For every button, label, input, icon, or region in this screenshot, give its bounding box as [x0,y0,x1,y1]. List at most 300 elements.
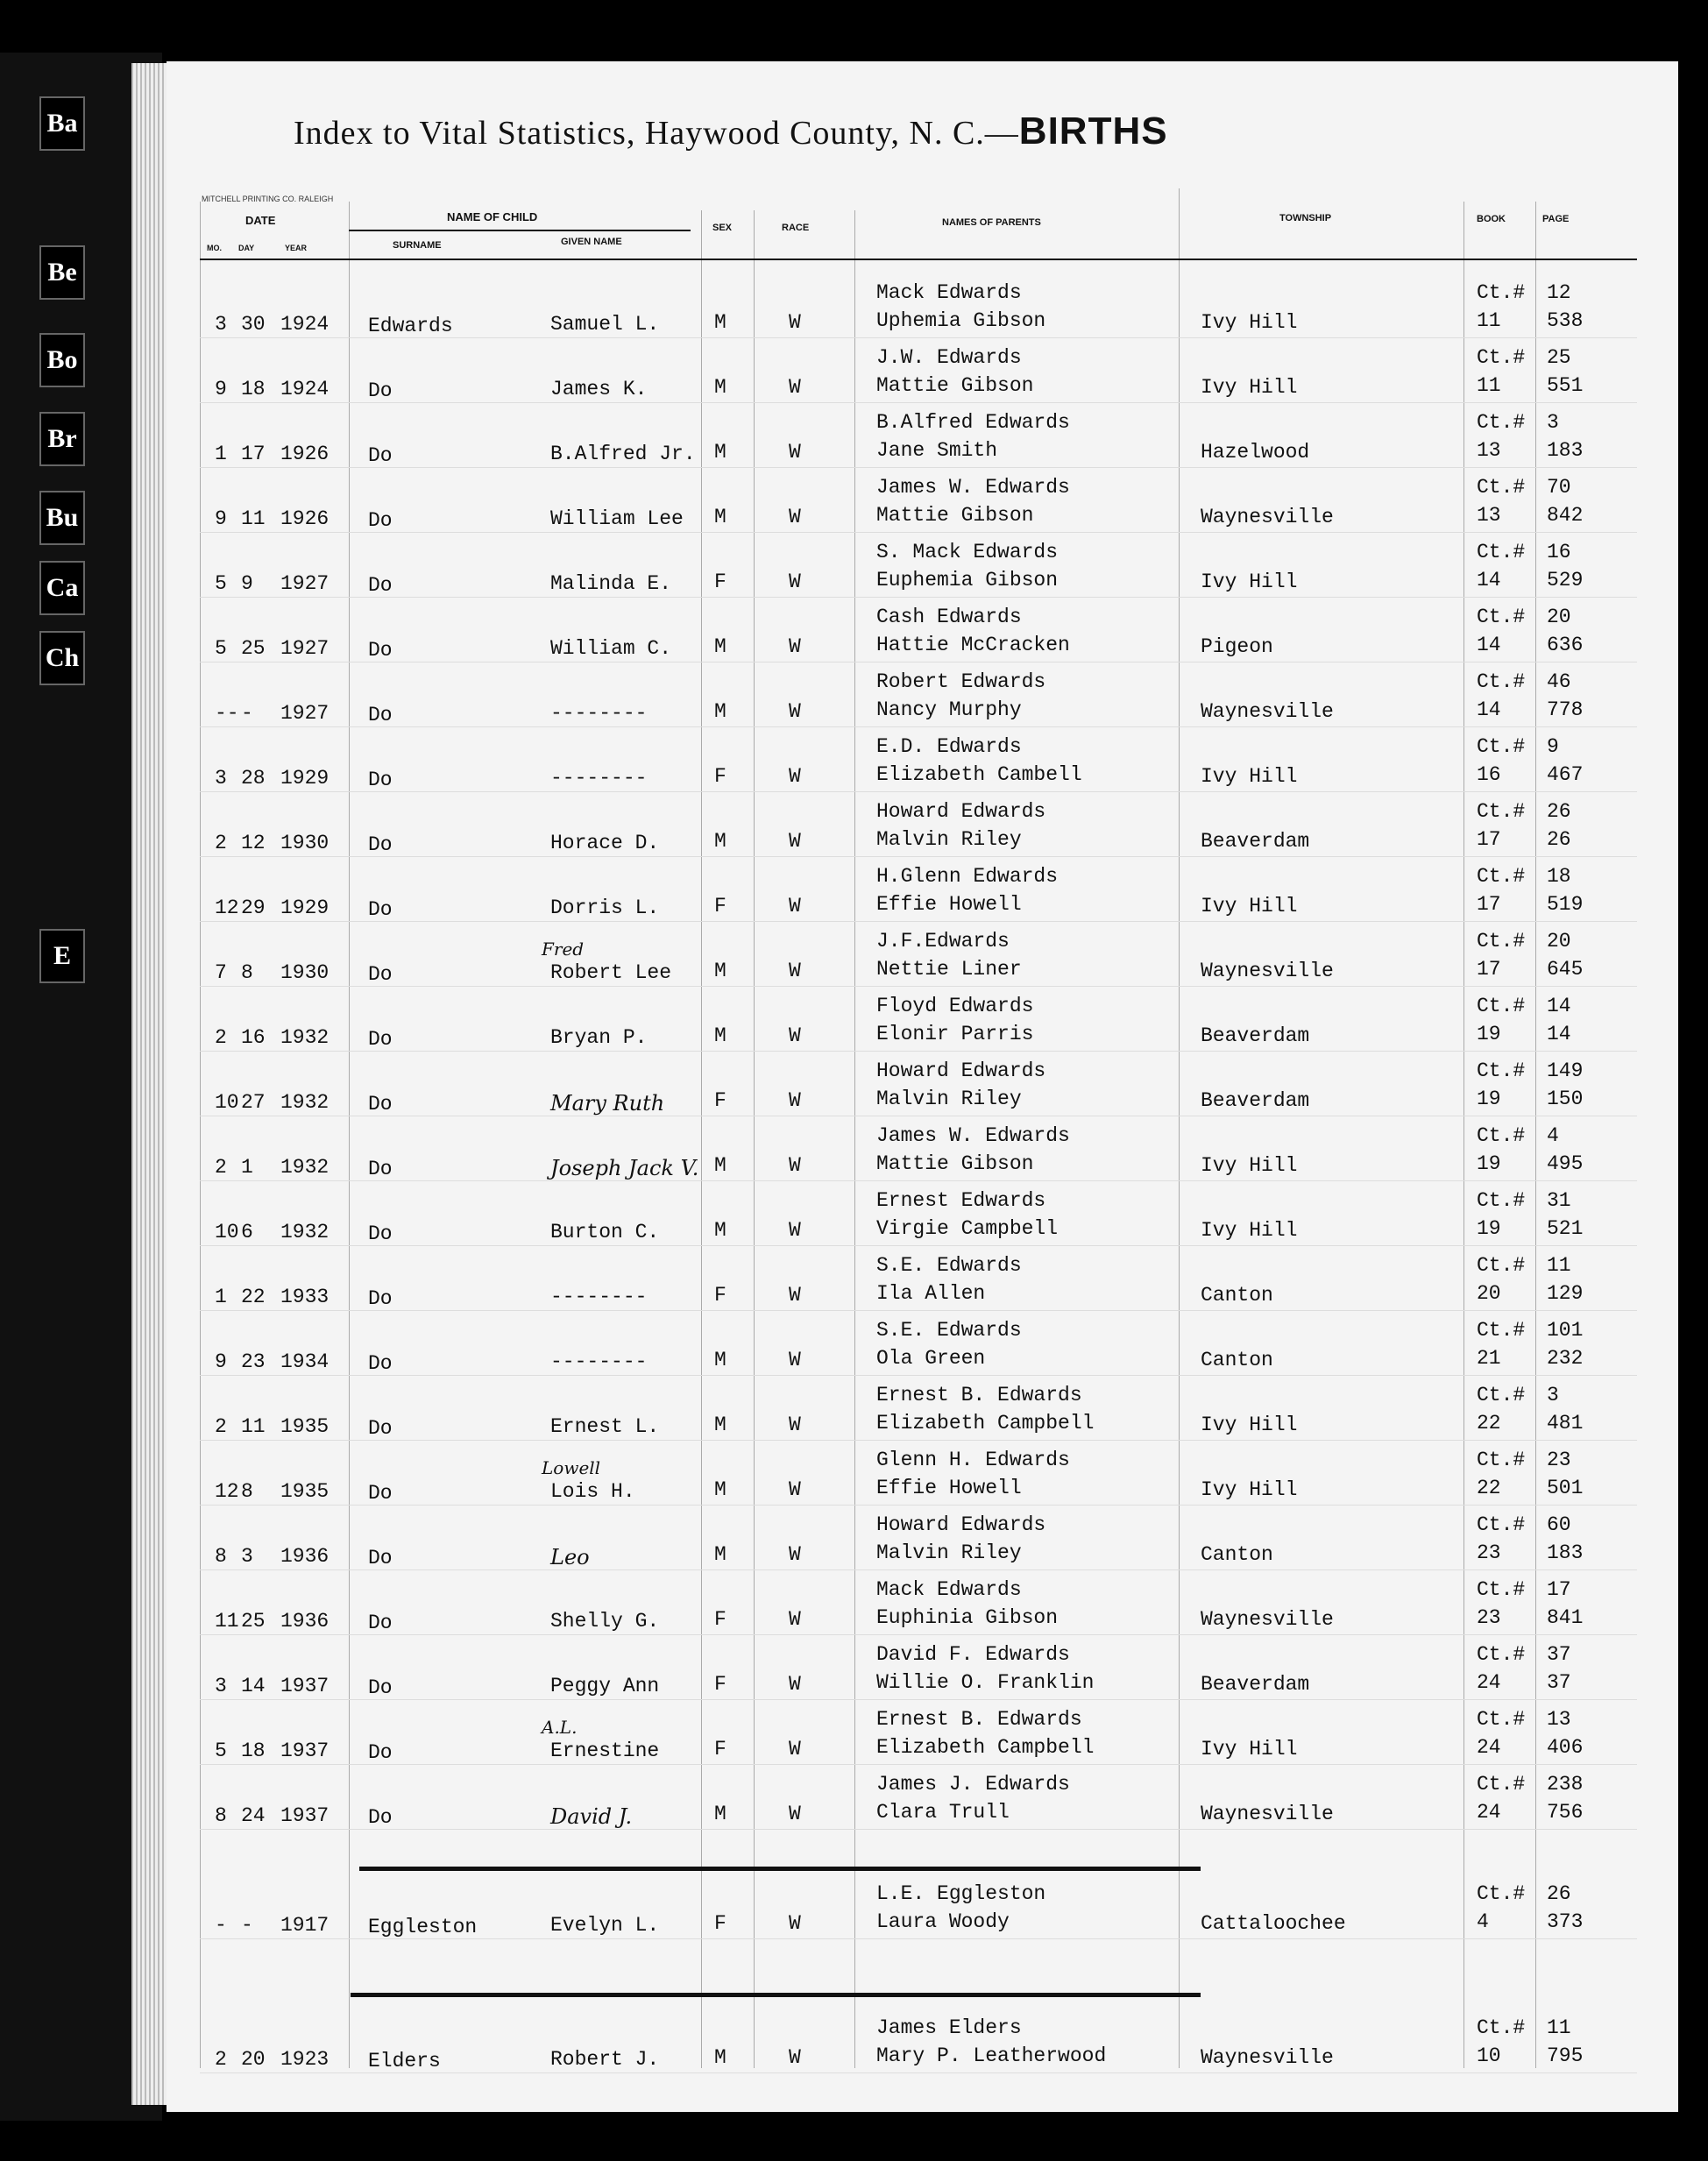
header-year: YEAR [285,244,308,252]
row-rule [200,1505,1637,1506]
father-name: James W. Edwards [876,476,1070,499]
father-name: H.Glenn Edwards [876,865,1059,888]
township: Beaverdam [1201,1089,1310,1112]
surname: Do [368,769,393,791]
race: W [789,2046,801,2069]
book-number: 17 [1477,893,1501,916]
given-name: Ernestine [550,1739,660,1762]
page-number: 26 [1547,828,1571,851]
cert-label: Ct.# [1477,1124,1526,1147]
given-name: William Lee [550,507,684,530]
page-number: 481 [1547,1412,1584,1435]
birth-year: 1936 [280,1610,330,1633]
section-divider [351,1993,1201,1997]
birth-month: 7 [215,961,227,984]
index-tab: Ca [39,561,85,615]
birth-day: 18 [241,378,266,400]
given-name: -------- [550,702,648,725]
surname: Do [368,1612,393,1634]
cert-number: 70 [1547,476,1571,499]
surname: Do [368,1482,393,1505]
column-rule [349,202,350,2068]
header-page: PAGE [1542,214,1570,224]
father-name: Mack Edwards [876,281,1022,304]
given-name: Bryan P. [550,1026,648,1049]
township: Waynesville [1201,1608,1334,1631]
cert-label: Ct.# [1477,606,1526,628]
cert-label: Ct.# [1477,995,1526,1017]
surname: Do [368,379,393,402]
township: Beaverdam [1201,1024,1310,1047]
birth-day: 27 [241,1091,266,1114]
mother-name: Hattie McCracken [876,634,1070,656]
row-rule [200,726,1637,727]
surname: Do [368,1741,393,1764]
row-rule [200,1440,1637,1441]
mother-name: Uphemia Gibson [876,309,1046,332]
given-name: David J. [550,1804,633,1829]
cert-label: Ct.# [1477,1319,1526,1342]
race: W [789,635,801,658]
township: Ivy Hill [1201,895,1298,918]
birth-year: 1924 [280,313,330,336]
book-number: 14 [1477,698,1501,721]
birth-year: 1932 [280,1026,330,1049]
birth-month: 12 [215,896,239,919]
index-tab: Br [39,412,85,466]
sex: F [714,895,726,918]
cert-number: 101 [1547,1319,1584,1342]
given-name: Dorris L. [550,896,660,919]
book-number: 4 [1477,1910,1489,1933]
father-name: L.E. Eggleston [876,1882,1046,1905]
birth-month: 5 [215,637,227,660]
page-number: 636 [1547,634,1584,656]
cert-number: 26 [1547,800,1571,823]
birth-day: 25 [241,1610,266,1633]
birth-month: 10 [215,1091,239,1114]
birth-day: 11 [241,507,266,530]
cert-number: 14 [1547,995,1571,1017]
birth-month: 9 [215,1350,227,1373]
birth-month: 1 [215,443,227,465]
cert-number: 11 [1547,2016,1571,2039]
cert-number: 16 [1547,541,1571,563]
header-given-name: GIVEN NAME [561,237,622,247]
birth-year: 1937 [280,1675,330,1697]
race: W [789,1478,801,1501]
mother-name: Mattie Gibson [876,374,1034,397]
mother-name: Euphinia Gibson [876,1606,1059,1629]
father-name: David F. Edwards [876,1643,1070,1666]
header-date: DATE [245,214,276,227]
father-name: Ernest B. Edwards [876,1708,1082,1731]
father-name: James W. Edwards [876,1124,1070,1147]
township: Beaverdam [1201,1673,1310,1696]
sex: F [714,1912,726,1935]
father-name: B.Alfred Edwards [876,411,1070,434]
book-number: 19 [1477,1023,1501,1045]
cert-label: Ct.# [1477,670,1526,693]
surname: Do [368,704,393,726]
surname: Do [368,1158,393,1180]
cert-number: 46 [1547,670,1571,693]
cert-number: 12 [1547,281,1571,304]
sex: M [714,1349,726,1371]
cert-label: Ct.# [1477,865,1526,888]
column-rule [754,210,755,2068]
book-number: 24 [1477,1671,1501,1694]
birth-day: 24 [241,1804,266,1827]
birth-day: 3 [241,1545,253,1568]
birth-year: 1932 [280,1091,330,1114]
title-emphasis: BIRTHS [1018,110,1168,152]
birth-day: 16 [241,1026,266,1049]
row-rule [200,1634,1637,1635]
page-number: 14 [1547,1023,1571,1045]
book-number: 14 [1477,569,1501,592]
page-number: 529 [1547,569,1584,592]
sex: M [714,1543,726,1566]
birth-day: 1 [241,1156,253,1179]
title-text: Index to Vital Statistics, Haywood County, N. C.— [294,115,1019,152]
row-rule [200,856,1637,857]
surname: Do [368,1352,393,1375]
cert-number: 13 [1547,1708,1571,1731]
surname: Do [368,963,393,986]
birth-month: 3 [215,313,227,336]
cert-number: 3 [1547,411,1559,434]
race: W [789,1912,801,1935]
township: Waynesville [1201,1803,1334,1825]
given-name: James K. [550,378,648,400]
township: Pigeon [1201,635,1273,658]
township: Canton [1201,1284,1273,1307]
mother-name: Nettie Liner [876,958,1022,981]
surname: Do [368,1417,393,1440]
row-rule [200,791,1637,792]
page-number: 129 [1547,1282,1584,1305]
row-rule [200,597,1637,598]
birth-year: 1917 [280,1914,330,1937]
sex: F [714,1089,726,1112]
birth-year: 1927 [280,702,330,725]
birth-year: 1929 [280,767,330,790]
birth-month: 11 [215,1610,239,1633]
birth-day: 8 [241,961,253,984]
sex: F [714,1673,726,1696]
page-number: 373 [1547,1910,1584,1933]
surname: Do [368,1028,393,1051]
cert-label: Ct.# [1477,411,1526,434]
given-name: William C. [550,637,672,660]
mother-name: Mattie Gibson [876,504,1034,527]
row-rule [200,1938,1637,1939]
page-edge [131,63,168,2105]
race: W [789,765,801,788]
sex: M [714,960,726,982]
surname: Do [368,509,393,532]
book-number: 19 [1477,1088,1501,1110]
cert-number: 3 [1547,1384,1559,1406]
township: Ivy Hill [1201,570,1298,593]
marginal-note: Fred [542,939,585,960]
cert-label: Ct.# [1477,1059,1526,1082]
given-name: Robert Lee [550,961,672,984]
book-number: 11 [1477,374,1501,397]
book-number: 24 [1477,1736,1501,1759]
mother-name: Virgie Campbell [876,1217,1059,1240]
mother-name: Mary P. Leatherwood [876,2044,1107,2067]
sex: M [714,700,726,723]
header-day: DAY [238,244,255,252]
book-number: 23 [1477,1541,1501,1564]
row-rule [200,1245,1637,1246]
birth-day: 18 [241,1739,266,1762]
given-name: Mary Ruth [550,1091,665,1116]
header-township: TOWNSHIP [1279,213,1332,223]
header-name-of-child: NAME OF CHILD [447,210,538,223]
birth-month: 10 [215,1221,239,1243]
row-rule [200,2072,1637,2073]
row-rule [200,1051,1637,1052]
mother-name: Malvin Riley [876,1541,1022,1564]
township: Waynesville [1201,2046,1334,2069]
sex: M [714,1154,726,1177]
index-tab: Ch [39,631,85,685]
mother-name: Ola Green [876,1347,986,1370]
column-rule [200,202,201,2068]
name-underline [349,230,691,231]
cert-label: Ct.# [1477,541,1526,563]
birth-year: 1927 [280,637,330,660]
row-rule [200,532,1637,533]
given-name: Malinda E. [550,572,672,595]
race: W [789,1803,801,1825]
mother-name: Mattie Gibson [876,1152,1034,1175]
surname: Do [368,833,393,856]
race: W [789,960,801,982]
cert-number: 25 [1547,346,1571,369]
birth-year: 1934 [280,1350,330,1373]
given-name: Horace D. [550,832,660,854]
birth-day: 6 [241,1221,253,1243]
surname: Do [368,574,393,597]
given-name: Ernest L. [550,1415,660,1438]
given-name: Burton C. [550,1221,660,1243]
given-name: Robert J. [550,2048,660,2071]
cert-label: Ct.# [1477,1643,1526,1666]
race: W [789,1673,801,1696]
book-number: 17 [1477,958,1501,981]
birth-month: 12 [215,1480,239,1503]
birth-day: 25 [241,637,266,660]
father-name: S.E. Edwards [876,1254,1022,1277]
birth-year: 1930 [280,832,330,854]
column-rule [1535,202,1536,2068]
given-name: Leo [550,1545,590,1569]
birth-month: 1 [215,1286,227,1308]
race: W [789,1219,801,1242]
page-number: 521 [1547,1217,1584,1240]
birth-day: - [241,1914,253,1937]
page-number: 538 [1547,309,1584,332]
mother-name: Malvin Riley [876,1088,1022,1110]
surname: Do [368,1806,393,1829]
book-number: 14 [1477,634,1501,656]
birth-day: 28 [241,767,266,790]
birth-year: 1927 [280,572,330,595]
cert-label: Ct.# [1477,800,1526,823]
race: W [789,1024,801,1047]
birth-year: 1935 [280,1480,330,1503]
mother-name: Elizabeth Cambell [876,763,1082,786]
book-number: 22 [1477,1412,1501,1435]
birth-year: 1935 [280,1415,330,1438]
sex: F [714,765,726,788]
birth-month: 8 [215,1804,227,1827]
race: W [789,570,801,593]
cert-label: Ct.# [1477,1513,1526,1536]
race: W [789,1543,801,1566]
birth-month: 3 [215,767,227,790]
given-name: -------- [550,767,648,790]
surname: Do [368,444,393,467]
race: W [789,1349,801,1371]
book-number: 20 [1477,1282,1501,1305]
township: Canton [1201,1349,1273,1371]
book-number: 16 [1477,763,1501,786]
page-number: 150 [1547,1088,1584,1110]
sex: M [714,830,726,853]
birth-day: 14 [241,1675,266,1697]
cert-label: Ct.# [1477,281,1526,304]
book-number: 19 [1477,1217,1501,1240]
birth-day: 23 [241,1350,266,1373]
book-number: 10 [1477,2044,1501,2067]
given-name: Shelly G. [550,1610,660,1633]
father-name: Mack Edwards [876,1578,1022,1601]
cert-number: 20 [1547,930,1571,953]
page-number: 406 [1547,1736,1584,1759]
surname: Edwards [368,315,453,337]
father-name: Ernest B. Edwards [876,1384,1082,1406]
cert-label: Ct.# [1477,1882,1526,1905]
printer-imprint: MITCHELL PRINTING CO. RALEIGH [202,195,334,203]
birth-day: 30 [241,313,266,336]
mother-name: Clara Trull [876,1801,1010,1824]
given-name: Joseph Jack V. [550,1156,699,1180]
given-name: Samuel L. [550,313,660,336]
cert-number: 26 [1547,1882,1571,1905]
cert-label: Ct.# [1477,930,1526,953]
birth-month: 2 [215,1156,227,1179]
cert-number: 60 [1547,1513,1571,1536]
race: W [789,1738,801,1761]
cert-number: 17 [1547,1578,1571,1601]
header-parents: NAMES OF PARENTS [942,217,1041,228]
township: Ivy Hill [1201,376,1298,399]
cert-number: 18 [1547,865,1571,888]
page-number: 551 [1547,374,1584,397]
book-number: 21 [1477,1347,1501,1370]
birth-year: 1932 [280,1156,330,1179]
mother-name: Euphemia Gibson [876,569,1059,592]
birth-month: 5 [215,572,227,595]
township: Canton [1201,1543,1273,1566]
sex: M [714,2046,726,2069]
cert-number: 31 [1547,1189,1571,1212]
birth-month: - [215,1914,227,1937]
given-name: Lois H. [550,1480,635,1503]
row-rule [200,402,1637,403]
surname: Do [368,1093,393,1116]
township: Ivy Hill [1201,1414,1298,1436]
cert-number: 9 [1547,735,1559,758]
sex: M [714,1478,726,1501]
township: Ivy Hill [1201,1219,1298,1242]
row-rule [200,1310,1637,1311]
birth-month: 3 [215,1675,227,1697]
birth-day: 11 [241,1415,266,1438]
sex: F [714,1738,726,1761]
cert-number: 4 [1547,1124,1559,1147]
page-number: 501 [1547,1477,1584,1499]
mother-name: Effie Howell [876,1477,1022,1499]
book-number: 11 [1477,309,1501,332]
birth-year: 1937 [280,1739,330,1762]
mother-name: Elizabeth Campbell [876,1412,1095,1435]
page-number: 645 [1547,958,1584,981]
birth-year: 1926 [280,507,330,530]
page-number: 495 [1547,1152,1584,1175]
cert-number: 11 [1547,1254,1571,1277]
birth-year: 1936 [280,1545,330,1568]
surname: Do [368,898,393,921]
sex: M [714,376,726,399]
township: Ivy Hill [1201,765,1298,788]
birth-day: 17 [241,443,266,465]
father-name: Ernest Edwards [876,1189,1046,1212]
header-rule [200,259,1637,260]
father-name: James J. Edwards [876,1773,1070,1796]
cert-label: Ct.# [1477,1254,1526,1277]
column-rule [854,210,855,2068]
book-number: 17 [1477,828,1501,851]
header-surname: SURNAME [393,240,442,251]
page-number: 37 [1547,1671,1571,1694]
book-number: 24 [1477,1801,1501,1824]
cert-label: Ct.# [1477,346,1526,369]
cert-label: Ct.# [1477,735,1526,758]
page-number: 795 [1547,2044,1584,2067]
cert-label: Ct.# [1477,1189,1526,1212]
book-number: 13 [1477,504,1501,527]
cert-label: Ct.# [1477,1773,1526,1796]
column-rule [701,210,702,2068]
index-tab: Bu [39,491,85,545]
birth-day: 29 [241,896,266,919]
father-name: Glenn H. Edwards [876,1449,1070,1471]
given-name: -------- [550,1350,648,1373]
birth-day: 8 [241,1480,253,1503]
row-rule [200,1569,1637,1570]
page-number: 756 [1547,1801,1584,1824]
row-rule [200,1764,1637,1765]
birth-year: 1937 [280,1804,330,1827]
book-number: 23 [1477,1606,1501,1629]
sex: M [714,441,726,464]
